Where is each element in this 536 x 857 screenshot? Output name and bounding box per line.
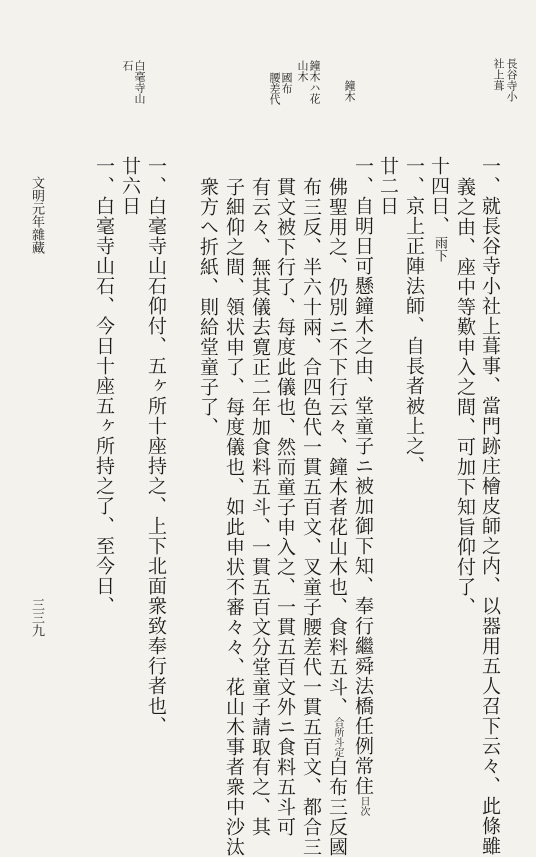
margin-note: 國布 [280, 72, 293, 94]
date-heading: 十四日、 [428, 156, 450, 236]
margin-note: 鐘木ハ花 [308, 60, 321, 104]
text-line: 佛聖用之、仍別ニ不下行云々、鐘木者花山木也、食料五斗、合所斗定白布三反國 [326, 177, 348, 857]
margin-note: 石 [121, 60, 134, 71]
text-line [353, 156, 372, 816]
text-line [429, 156, 448, 262]
text-line: 一、就長谷寺小社上葺事、當門跡庄檜皮師之内、以器用五人召下云々、此條雖 [479, 156, 501, 856]
text-line: 衆方へ折紙、則給堂童子了、 [197, 177, 219, 437]
page-number: 三三九 [29, 598, 44, 637]
weather-note: 雨下 [432, 236, 447, 262]
margin-note: 社上葺 [492, 58, 505, 91]
margin-note: 腰差代 [268, 72, 281, 105]
text-line: 一、白毫寺山石、今日十座五ヶ所持之了、至今日、 [93, 156, 115, 616]
text-line: 一、京上正陣法師、自長者被上之、 [403, 156, 425, 476]
text-line: 一、白毫寺山石仰付、五ヶ所十座持之、上下北面衆致奉行者也、 [145, 156, 167, 736]
line-text: 佛聖用之、仍別ニ不下行云々、鐘木者花山木也、食料五斗、 [326, 177, 348, 717]
margin-note: 鐘木 [343, 80, 356, 102]
inline-note: 國 [326, 837, 348, 857]
text-line: 貫文被下行了、每度此儀也、然而童子申入之、一貫五百文外ニ食料五斗可 [274, 177, 296, 837]
text-line: 布三反、半六十兩、合四色代一貫五百文、叉童子腰差代一貫五百文、都合三 [300, 177, 322, 857]
margin-note: 白毫寺山 [133, 60, 146, 104]
text-line: 義之由、座中等歎申入之間、可加下知旨仰付了、 [454, 177, 476, 617]
inline-note: 日次 [358, 796, 369, 816]
text-line: 有云々、無其儀去寛正二年加食料五斗、一貫五百文分堂童子請取有之、其 [249, 177, 271, 837]
text-line: 子細仰之間、領状申了、每度儀也、如此申状不審々々、花山木事者衆中沙汰 [223, 177, 245, 857]
inline-note: 合所 [332, 717, 343, 737]
margin-note: 長谷寺小 [505, 58, 518, 102]
date-heading: 廿二日 [377, 156, 399, 216]
margin-note: 山木 [296, 60, 309, 82]
inline-note: 斗定 [332, 737, 343, 757]
date-heading: 廿六日 [119, 156, 141, 216]
running-head: 文明元年雜藏 [29, 176, 44, 254]
line-text: 一、自明日可懸鐘木之由、堂童子ニ被加御下知、奉行繼舜法橋任例常住 [352, 156, 374, 796]
